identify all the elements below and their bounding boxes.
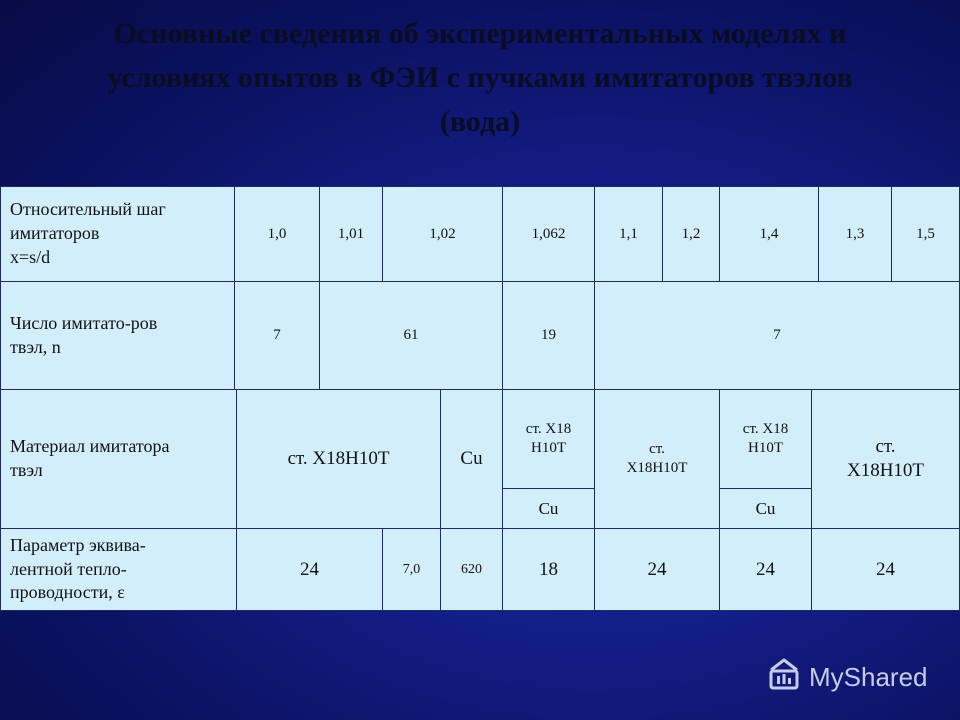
row-label-count: Число имитато-ров твэл, n (0, 281, 235, 390)
row-label-pitch: Относительный шаг имитаторов x=s/d (0, 186, 235, 282)
pitch-value-cell: 1,5 (891, 186, 960, 282)
pitch-value-cell: 1,3 (818, 186, 892, 282)
param-value-cell: 24 (236, 528, 383, 611)
material-cell: ст. Х18 Н10Т (502, 389, 595, 489)
param-value-cell: 24 (594, 528, 720, 611)
param-value-cell: 24 (811, 528, 960, 611)
material-cell: Cu (719, 488, 812, 529)
pitch-value-cell: 1,02 (382, 186, 503, 282)
material-cell: ст. Х18Н10Т (236, 389, 441, 529)
slide-title: Основные сведения об экспериментальных моделях и условиях опытов в ФЭИ с пучками имитаторов твэлов (вода) (107, 17, 853, 138)
count-value-cell: 19 (502, 281, 595, 390)
material-cell: Cu (440, 389, 503, 529)
myshared-logo-icon (766, 656, 809, 699)
watermark-text: MyShared (809, 662, 928, 692)
param-value-cell: 7,0 (382, 528, 441, 611)
row-label-material: Материал имитатора твэл (0, 389, 237, 529)
material-cell: ст. Х18 Н10Т (719, 389, 812, 489)
material-cell: ст. Х18Н10Т (811, 389, 960, 529)
material-cell: Cu (502, 488, 595, 529)
count-value-cell: 7 (594, 281, 960, 390)
watermark[interactable] (766, 656, 928, 699)
param-value-cell: 18 (502, 528, 595, 611)
param-value-cell: 620 (440, 528, 503, 611)
pitch-value-cell: 1,062 (502, 186, 595, 282)
count-value-cell: 61 (319, 281, 503, 390)
count-value-cell: 7 (234, 281, 320, 390)
pitch-value-cell: 1,4 (719, 186, 819, 282)
pitch-value-cell: 1,0 (234, 186, 320, 282)
pitch-value-cell: 1,1 (594, 186, 663, 282)
row-label-param: Параметр эквива- лентной тепло- проводности, ε (0, 528, 237, 611)
pitch-value-cell: 1,2 (662, 186, 720, 282)
pitch-value-cell: 1,01 (319, 186, 383, 282)
param-value-cell: 24 (719, 528, 812, 611)
material-cell: ст. Х18Н10Т (594, 389, 720, 529)
